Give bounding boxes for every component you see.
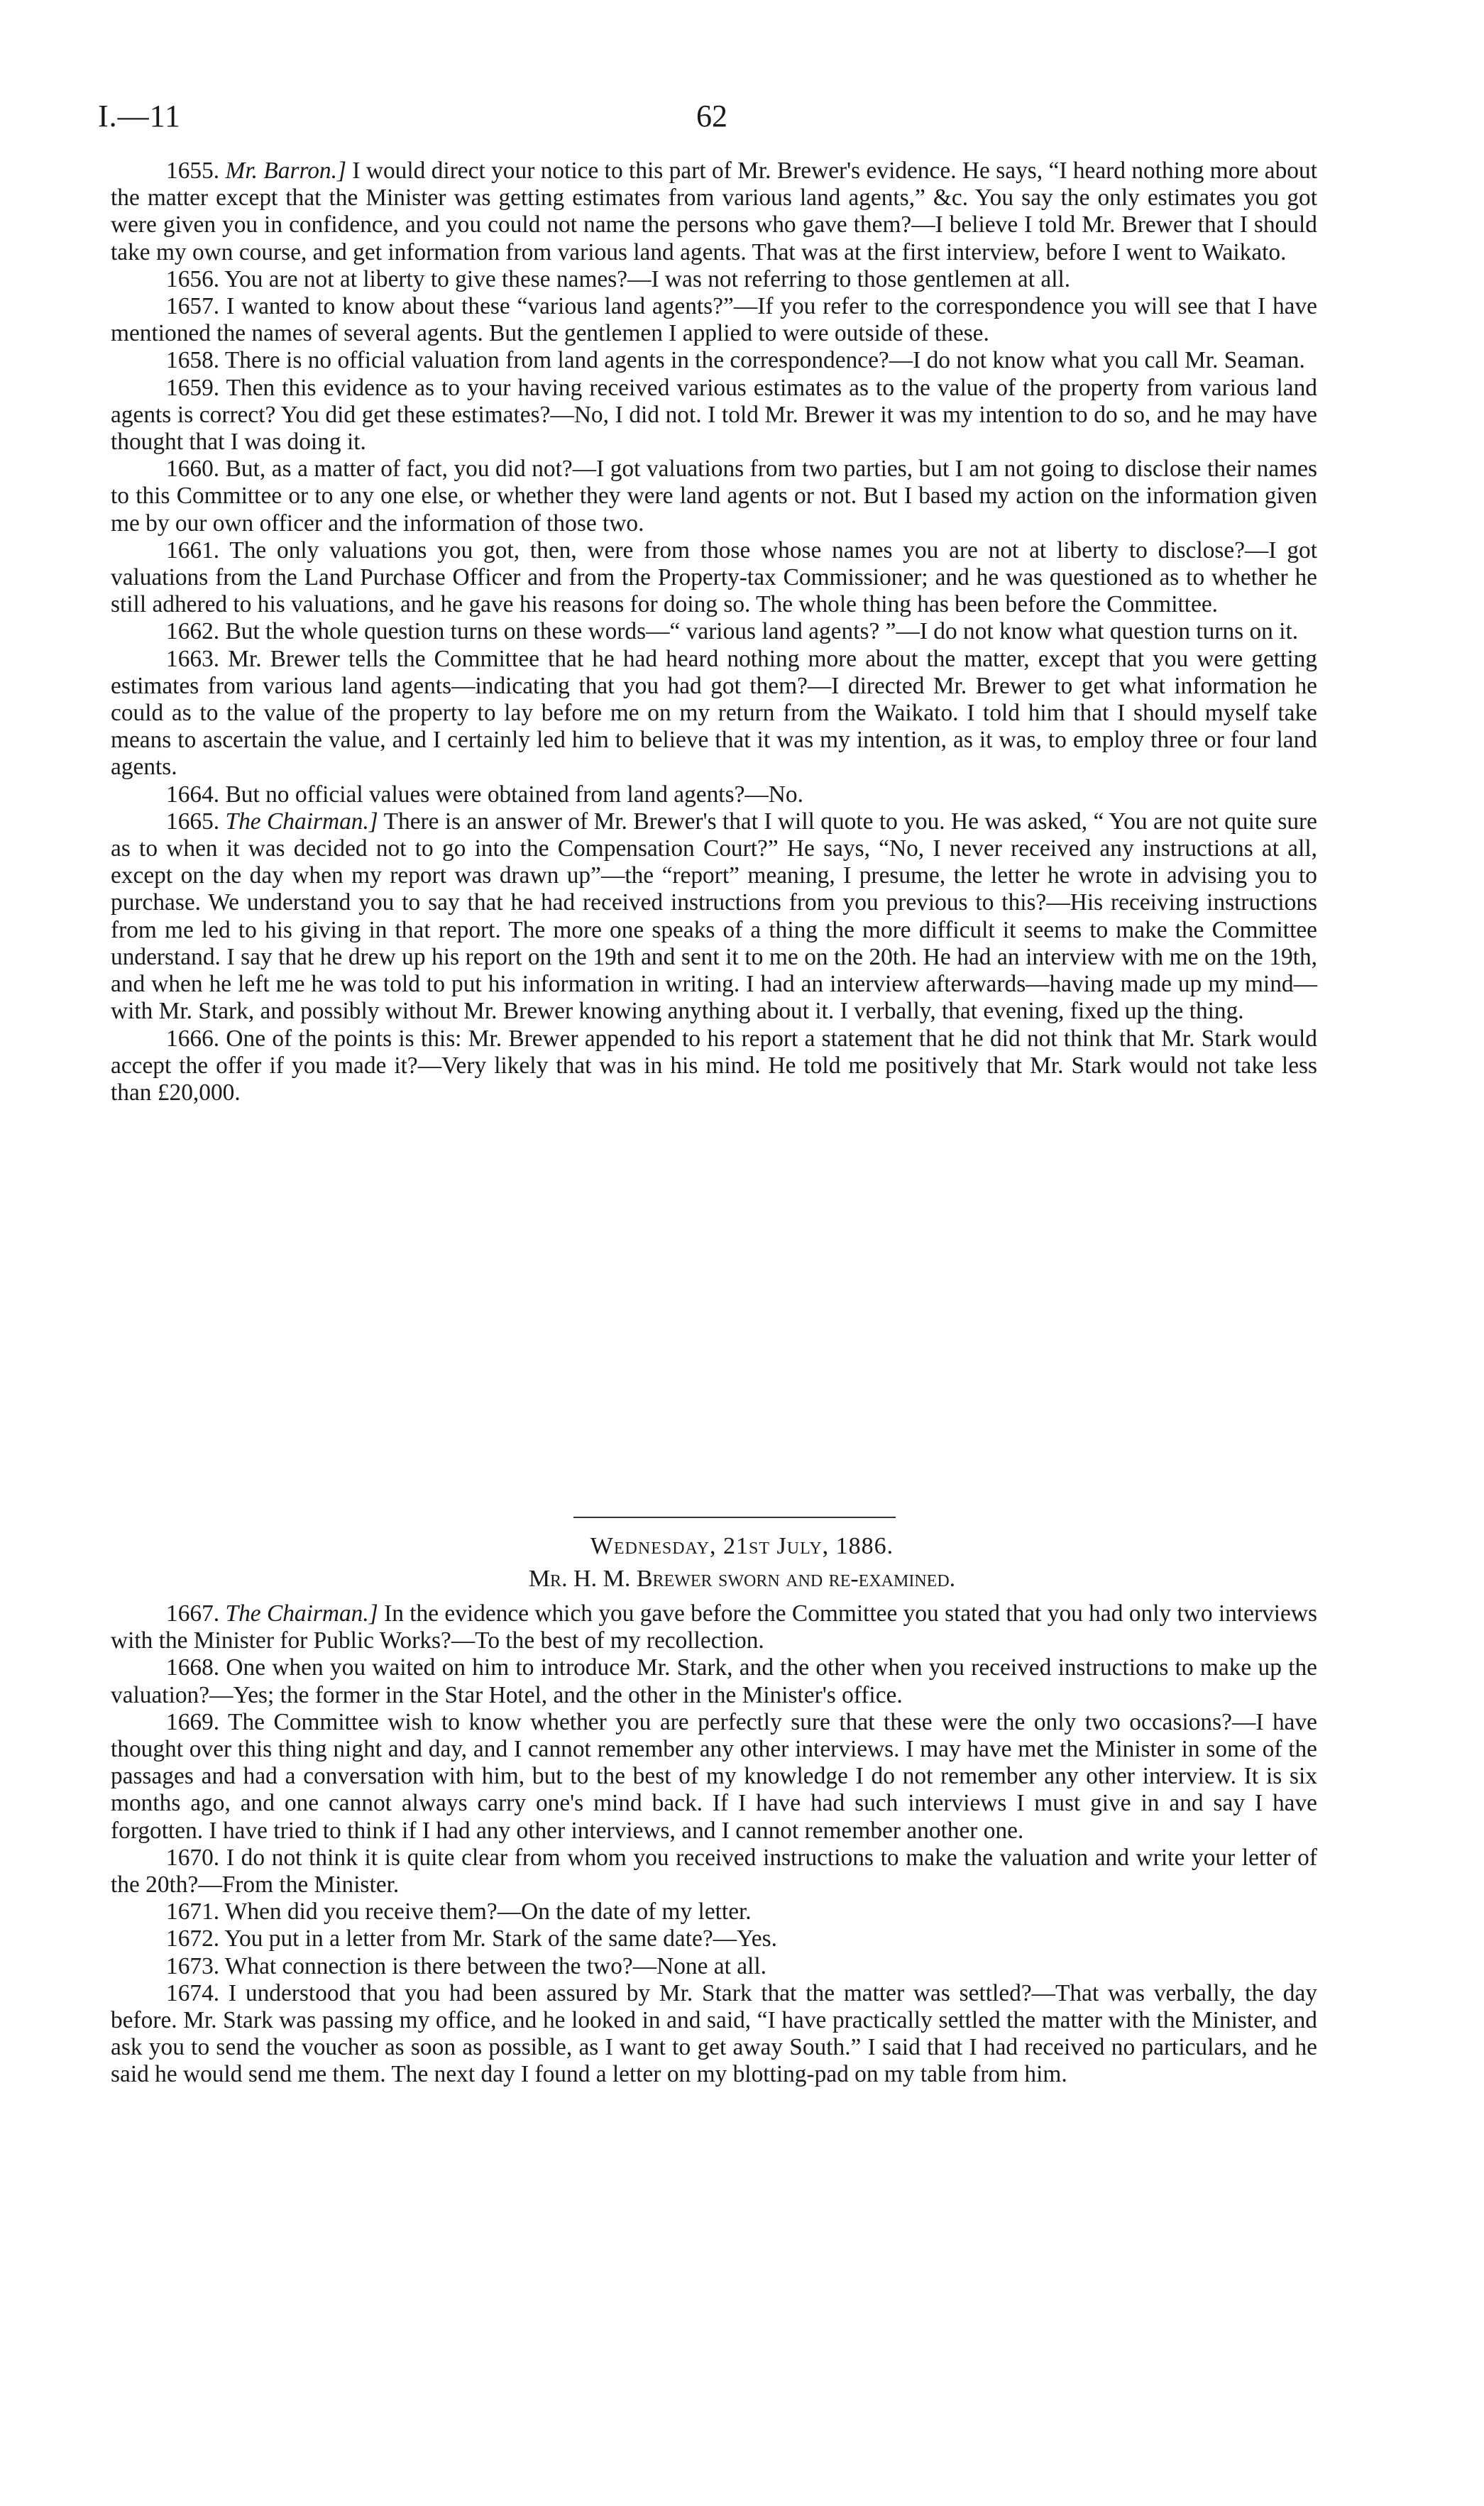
question-number: 1660. — [166, 456, 220, 483]
question-answer-text: But the whole question turns on these words—“ various land agents? ”—I do not know what question turns on it. — [225, 618, 1299, 645]
page-number: 62 — [696, 99, 727, 133]
section-witness: Mr. H. M. Brewer sworn and re-examined. — [528, 1566, 956, 1592]
question-answer-text: Mr. Brewer tells the Committee that he had heard nothing more about the matter, except that you were getting estimates from various land agents—indicating that you had got them?—I directed Mr. Brewer to get what information he could as to the value of the property to lay before me on my return from the Waikato. I told him that I should myself take means to ascertain the value, and I certainly led him to believe that it was my intention, as it was, to employ three or four land agents. — [111, 645, 1317, 781]
testimony-paragraph — [111, 1953, 1317, 1980]
question-number: 1667. — [166, 1600, 220, 1627]
question-number: 1657. — [166, 293, 220, 320]
question-number: 1666. — [166, 1025, 220, 1052]
question-answer-text: I wanted to know about these “various land agents?”—If you refer to the correspondence you will see that I have mentioned the names of several agents. But the gentlemen I applied to were outside of these. — [111, 293, 1317, 347]
question-number: 1656. — [166, 265, 220, 292]
question-answer-text: There is an answer of Mr. Brewer's that I will quote to you. He was asked, “ You are not quite sure as to when it was decided not to go into the Compensation Court?” He says, “No, I never received any instructions at all, except on the day when my report was drawn up”—the “report” meaning, I presume, the letter he wrote in advising you to purchase. We understand you to say that he had received instructions from you previous to this?—His receiving instructions from me led to his giving in that report. The more one speaks of a thing the more difficult it seems to make the Committee understand. I say that he drew up his report on the 19th and sent it to me on the 20th. He had an interview with me on the 19th, and when he left me he was told to put his information in writing. I had an interview afterwards—having made up my mind—with Mr. Stark, and possibly without Mr. Brewer knowing anything about it. I verbally, that evening, fixed up the thing. — [111, 808, 1317, 1025]
question-number: 1665. — [166, 808, 220, 835]
question-answer-text: What connection is there between the two?—None at all. — [224, 1952, 766, 1979]
testimony-paragraph — [111, 266, 1317, 293]
testimony-paragraph — [111, 808, 1317, 1026]
testimony-paragraph — [111, 293, 1317, 347]
testimony-paragraph — [111, 1925, 1317, 1952]
question-answer-text: The Committee wish to know whether you are perfectly sure that these were the only two occasions?—I have thought over this thing night and day, and I cannot remember any other interviews. I may have met the Minister in some of the passages and had a conversation with him, but to the best of my knowledge I do not remember any other interview. It is six months ago, and one cannot always carry one's mind back. If I have had such interviews I must give in and say I have forgotten. I have tried to think if I had any other interviews, and I cannot remember another one. — [111, 1708, 1317, 1844]
testimony-paragraph — [111, 1654, 1317, 1708]
testimony-paragraph — [111, 537, 1317, 619]
testimony-paragraph — [111, 1026, 1317, 1107]
question-number: 1659. — [166, 374, 220, 401]
question-answer-text: I do not think it is quite clear from whom you received instructions to make the valuation and write your letter of the 20th?—From the Minister. — [111, 1844, 1317, 1898]
question-answer-text: There is no official valuation from land agents in the correspondence?—I do not know what you call Mr. Seaman. — [224, 347, 1305, 374]
testimony-paragraph — [111, 347, 1317, 374]
speaker-name: The Chairman.] — [225, 808, 378, 835]
testimony-block-after — [111, 1600, 1317, 2089]
testimony-paragraph — [111, 1600, 1317, 1654]
page-header — [98, 98, 1326, 141]
question-number: 1672. — [166, 1925, 220, 1952]
question-answer-text: You are not at liberty to give these names?—I was not referring to those gentlemen at all. — [224, 265, 1071, 292]
question-answer-text: In the evidence which you gave before the Committee you stated that you had only two interviews with the Minister for Public Works?—To the best of my recollection. — [111, 1600, 1317, 1654]
question-number: 1663. — [166, 645, 220, 672]
testimony-paragraph — [111, 375, 1317, 456]
testimony-paragraph — [111, 1898, 1317, 1925]
question-answer-text: I understood that you had been assured by Mr. Stark that the matter was settled?—That was verbally, the day before. Mr. Stark was passing my office, and he looked in and said, “I have practically settled the matter with the Minister, and ask you to send the voucher as soon as possible, as I want to get away South.” I said that I had received no particulars, and he said he would send me them. The next day I found a letter on my blotting-pad on my table from him. — [111, 1979, 1317, 2088]
question-answer-text: The only valuations you got, then, were from those whose names you are not at liberty to disclose?—I got valuations from the Land Purchase Officer and from the Property-tax Commissioner; and he was questioned as to whether he still adhered to his valuations, and he gave his reasons for doing so. The whole thing has been before the Committee. — [111, 537, 1318, 618]
question-answer-text: When did you receive them?—On the date of my letter. — [224, 1898, 752, 1925]
testimony-paragraph — [111, 1980, 1317, 2089]
document-reference: I.—11 — [98, 99, 182, 133]
testimony-paragraph — [111, 646, 1317, 781]
testimony-paragraph — [111, 618, 1317, 645]
question-number: 1668. — [166, 1654, 220, 1681]
question-number: 1670. — [166, 1844, 220, 1871]
question-number: 1669. — [166, 1708, 220, 1735]
question-answer-text: One when you waited on him to introduce Mr. Stark, and the other when you received instructions to make up the valuation?—Yes; the former in the Star Hotel, and the other in the Minister's office. — [111, 1654, 1317, 1708]
question-number: 1661. — [166, 537, 220, 564]
question-number: 1674. — [166, 1979, 220, 2006]
testimony-paragraph — [111, 781, 1317, 808]
question-number: 1671. — [166, 1898, 220, 1925]
testimony-paragraph — [111, 1845, 1317, 1898]
question-answer-text: But no official values were obtained from land agents?—No. — [225, 781, 803, 808]
question-number: 1655. — [166, 158, 220, 184]
question-number: 1664. — [166, 781, 220, 808]
question-answer-text: One of the points is this: Mr. Brewer appended to his report a statement that he did not think that Mr. Stark would accept the offer if you made it?—Very likely that was in his mind. He told me positively that Mr. Stark would not take less than £20,000. — [111, 1025, 1317, 1106]
speaker-name: Mr. Barron.] — [225, 158, 346, 184]
question-answer-text: I would direct your notice to this part of Mr. Brewer's evidence. He says, “I heard nothing more about the matter except that the Minister was getting estimates from various land agents,” &c. You say the only estimates you got were given you in confidence, and you could not name the persons who gave them?—I believe I told Mr. Brewer that I should take my own course, and get information from various land agents. That was at the first interview, before I went to Waikato. — [111, 158, 1317, 265]
speaker-name: The Chairman.] — [225, 1600, 378, 1627]
question-answer-text: Then this evidence as to your having received various estimates as to the value of the property from various land agents is correct? You did get these estimates?—No, I did not. I told Mr. Brewer it was my intention to do so, and he may have thought that I was doing it. — [111, 374, 1317, 456]
question-answer-text: You put in a letter from Mr. Stark of the same date?—Yes. — [224, 1925, 777, 1952]
section-date: Wednesday, 21st July, 1886. — [590, 1533, 894, 1559]
testimony-block-before — [111, 158, 1317, 1106]
testimony-paragraph — [111, 456, 1317, 537]
testimony-paragraph — [111, 158, 1317, 266]
question-number: 1673. — [166, 1952, 220, 1979]
question-answer-text: But, as a matter of fact, you did not?—I got valuations from two parties, but I am not going to disclose their names to this Committee or to any one else, or whether they were land agents or not. But I based my action on the information given me by our own officer and the information of those two. — [111, 456, 1317, 537]
testimony-paragraph — [111, 1709, 1317, 1845]
question-number: 1658. — [166, 347, 220, 374]
section-divider — [573, 1517, 896, 1518]
question-number: 1662. — [166, 618, 220, 645]
